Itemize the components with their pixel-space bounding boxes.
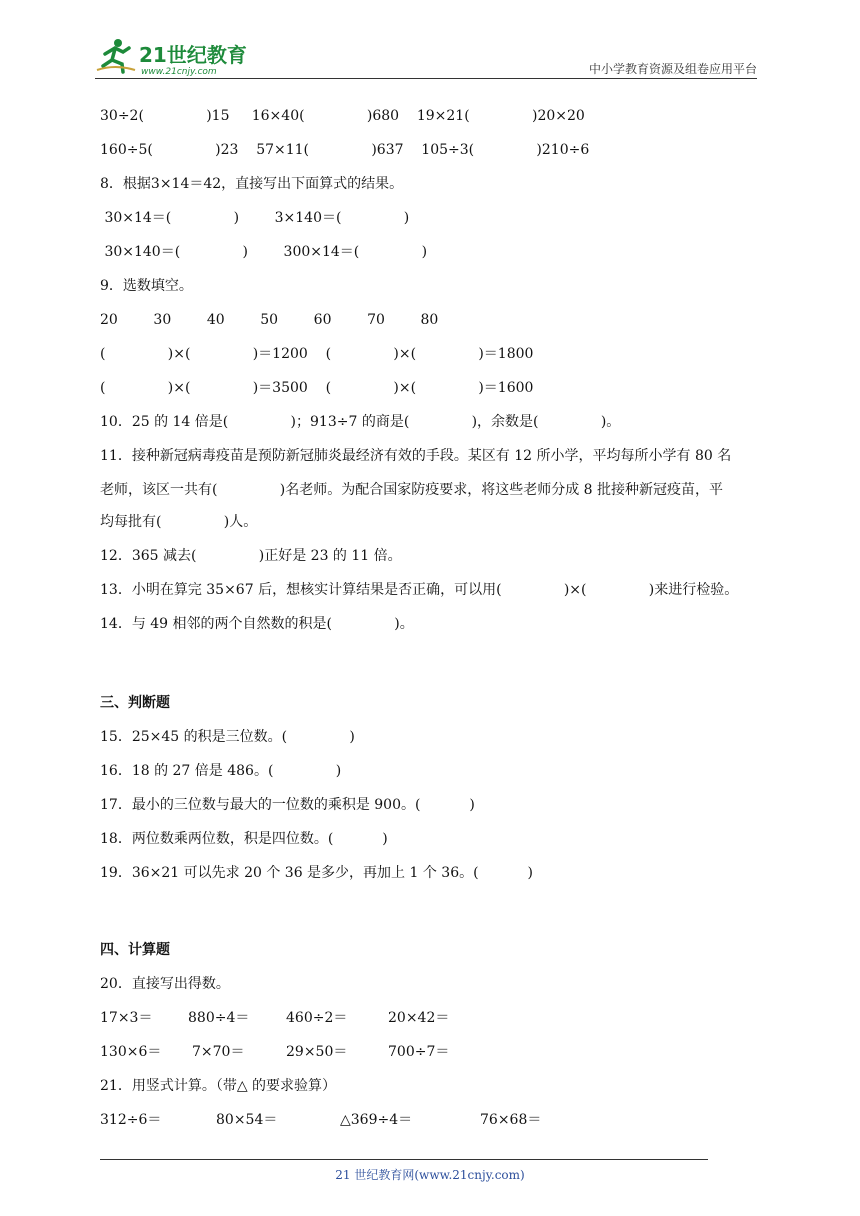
question-15: 15．25×45 的积是三位数。( ): [100, 729, 355, 745]
question-9-row-2: ( )×( )＝3500 ( )×( )＝1600: [100, 380, 534, 396]
question-11-line-2: 老师，该区一共有( )名老师。为配合国家防疫要求，将这些老师分成 8 批接种新冠疫苗，平: [100, 482, 724, 498]
runner-logo-icon: [95, 36, 260, 78]
question-8-row-1: 30×14＝( ) 3×140＝( ): [100, 210, 410, 226]
question-9-numbers: 20 30 40 50 60 70 80: [100, 312, 439, 328]
compare-row-2: 160÷5( )23 57×11( )637 105÷3( )210÷6: [100, 142, 590, 158]
svg-text:www.21cnjy.com: www.21cnjy.com: [141, 67, 217, 77]
calc-item: 7×70＝: [192, 1044, 245, 1060]
question-17: 17．最小的三位数与最大的一位数的乘积是 900。( ): [100, 797, 475, 813]
calc-item: 460÷2＝: [286, 1010, 348, 1026]
question-13: 13．小明在算完 35×67 后，想核实计算结果是否正确，可以用( )×( )来进行检验。: [100, 582, 739, 598]
question-19: 19．36×21 可以先求 20 个 36 是多少，再加上 1 个 36。( ): [100, 865, 534, 881]
calc-item: 312÷6＝: [100, 1112, 162, 1128]
question-10: 10．25 的 14 倍是( )；913÷7 的商是( )，余数是( )。: [100, 414, 621, 430]
question-8-row-2: 30×140＝( ) 300×14＝( ): [100, 244, 428, 260]
footer-divider: [100, 1159, 708, 1160]
compare-row-1: 30÷2( )15 16×40( )680 19×21( )20×20: [100, 108, 585, 124]
question-20: 20．直接写出得数。: [100, 976, 230, 992]
question-16: 16．18 的 27 倍是 486。( ): [100, 763, 342, 779]
question-9: 9．选数填空。: [100, 278, 193, 294]
calc-item: 17×3＝: [100, 1010, 153, 1026]
calc-item: 80×54＝: [216, 1112, 278, 1128]
svg-text:21世纪教育: 21世纪教育: [139, 43, 247, 67]
question-9-row-1: ( )×( )＝1200 ( )×( )＝1800: [100, 346, 534, 362]
question-14: 14．与 49 相邻的两个自然数的积是( )。: [100, 616, 414, 632]
header-platform-name: 中小学教育资源及组卷应用平台: [588, 62, 757, 76]
section-judgement-heading: 三、判断题: [100, 695, 170, 711]
calc-item: 130×6＝: [100, 1044, 162, 1060]
footer-site-link[interactable]: 21 世纪教育网(www.21cnjy.com): [335, 1168, 525, 1182]
calc-item: 880÷4＝: [188, 1010, 250, 1026]
site-logo: [95, 36, 260, 78]
calc-item: 20×42＝: [388, 1010, 450, 1026]
calc-item: △369÷4＝: [340, 1112, 413, 1128]
question-11-line-1: 11．接种新冠病毒疫苗是预防新冠肺炎最经济有效的手段。某区有 12 所小学，平均每所小学有 80 名: [100, 448, 732, 464]
calc-item: 76×68＝: [480, 1112, 542, 1128]
calc-item: 29×50＝: [286, 1044, 348, 1060]
question-18: 18．两位数乘两位数，积是四位数。( ): [100, 831, 388, 847]
header-divider: [95, 78, 757, 79]
question-11-line-3: 均每批有( )人。: [100, 514, 258, 530]
section-calculation-heading: 四、计算题: [100, 942, 170, 958]
calc-item: 700÷7＝: [388, 1044, 450, 1060]
question-12: 12．365 减去( )正好是 23 的 11 倍。: [100, 548, 402, 564]
question-21: 21．用竖式计算。（带△ 的要求验算）: [100, 1078, 337, 1094]
question-8: 8．根据3×14＝42，直接写出下面算式的结果。: [100, 176, 404, 192]
